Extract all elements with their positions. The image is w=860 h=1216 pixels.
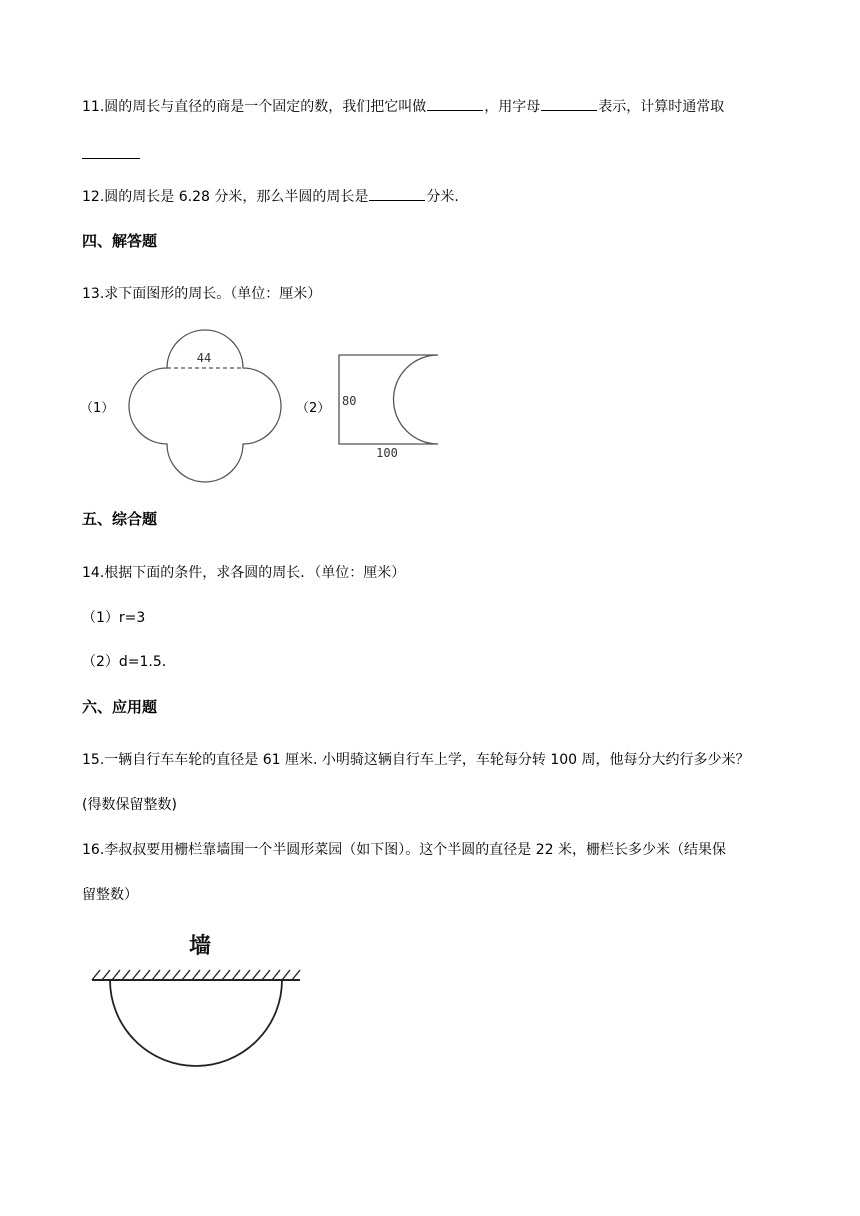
hatch-mark: [192, 970, 200, 980]
figure-2-height-value: 80: [342, 394, 357, 408]
answer-blank[interactable]: [427, 96, 483, 111]
question-14: 14.根据下面的条件，求各圆的周长．（单位：厘米）: [82, 565, 406, 581]
hatch-mark: [162, 970, 170, 980]
hatch-mark: [252, 970, 260, 980]
hatch-mark: [92, 970, 100, 980]
figure-2-width-value: 100: [376, 446, 398, 460]
figure-1-label: （1）: [80, 401, 115, 416]
question-11-text-2: ，用字母: [484, 99, 541, 115]
figure-1-diameter-value: 44: [196, 351, 212, 365]
hatch-mark: [122, 970, 130, 980]
question-16-line-1: 16.李叔叔要用栅栏靠墙围一个半圆形菜园（如下图）。这个半圆的直径是 22 米，栅栏长多少米（结果保: [82, 842, 726, 858]
hatch-mark: [272, 970, 280, 980]
hatch-mark: [112, 970, 120, 980]
question-15-line-1: 15.一辆自行车车轮的直径是 61 厘米. 小明骑这辆自行车上学，车轮每分转 100 周，他每分大约行多少米？: [82, 752, 750, 768]
question-11: [82, 96, 724, 117]
wall-label: 墙: [188, 934, 212, 959]
question-12-text-2: 分米.: [426, 189, 459, 205]
hatch-mark: [182, 970, 190, 980]
question-15-line-2: (得数保留整数): [82, 797, 177, 813]
hatch-mark: [242, 970, 250, 980]
hatch-mark: [202, 970, 210, 980]
question-12-text-1: 12.圆的周长是 6.28 分米，那么半圆的周长是: [82, 189, 369, 205]
hatch-mark: [132, 970, 140, 980]
question-12: [82, 186, 459, 207]
question-11-text-3: 表示，计算时通常取: [598, 99, 725, 115]
section-heading-6: 六、应用题: [82, 698, 158, 716]
question-16-line-2: 留整数）: [82, 887, 138, 903]
hatch-mark: [212, 970, 220, 980]
section-heading-5: 五、综合题: [82, 510, 158, 528]
question-11-text-1: 11.圆的周长与直径的商是一个固定的数，我们把它叫做: [82, 99, 427, 115]
hatch-mark: [232, 970, 240, 980]
semicircle-fence: [110, 980, 282, 1066]
figure-wall-semicircle: [88, 925, 308, 1075]
hatch-mark: [102, 970, 110, 980]
hatch-mark: [222, 970, 230, 980]
question-14-part-1: （1）r=3: [82, 610, 146, 626]
hatch-mark: [172, 970, 180, 980]
answer-blank[interactable]: [541, 96, 597, 111]
section-heading-4: 四、解答题: [82, 232, 158, 250]
hatch-mark: [262, 970, 270, 980]
hatch-mark: [292, 970, 300, 980]
figure-2-rectangle-with-semicircle-cutout: [330, 345, 450, 465]
hatch-mark: [282, 970, 290, 980]
question-14-part-2: （2）d=1.5．: [82, 654, 176, 670]
answer-blank[interactable]: [369, 186, 425, 201]
hatch-mark: [152, 970, 160, 980]
figure-1-four-semicircles: [122, 320, 292, 485]
hatch-mark: [142, 970, 150, 980]
wall-hatching: [92, 970, 300, 980]
answer-blank[interactable]: [82, 144, 140, 159]
figure-2-label: （2）: [296, 401, 331, 416]
question-13: 13.求下面图形的周长。（单位：厘米）: [82, 286, 322, 302]
